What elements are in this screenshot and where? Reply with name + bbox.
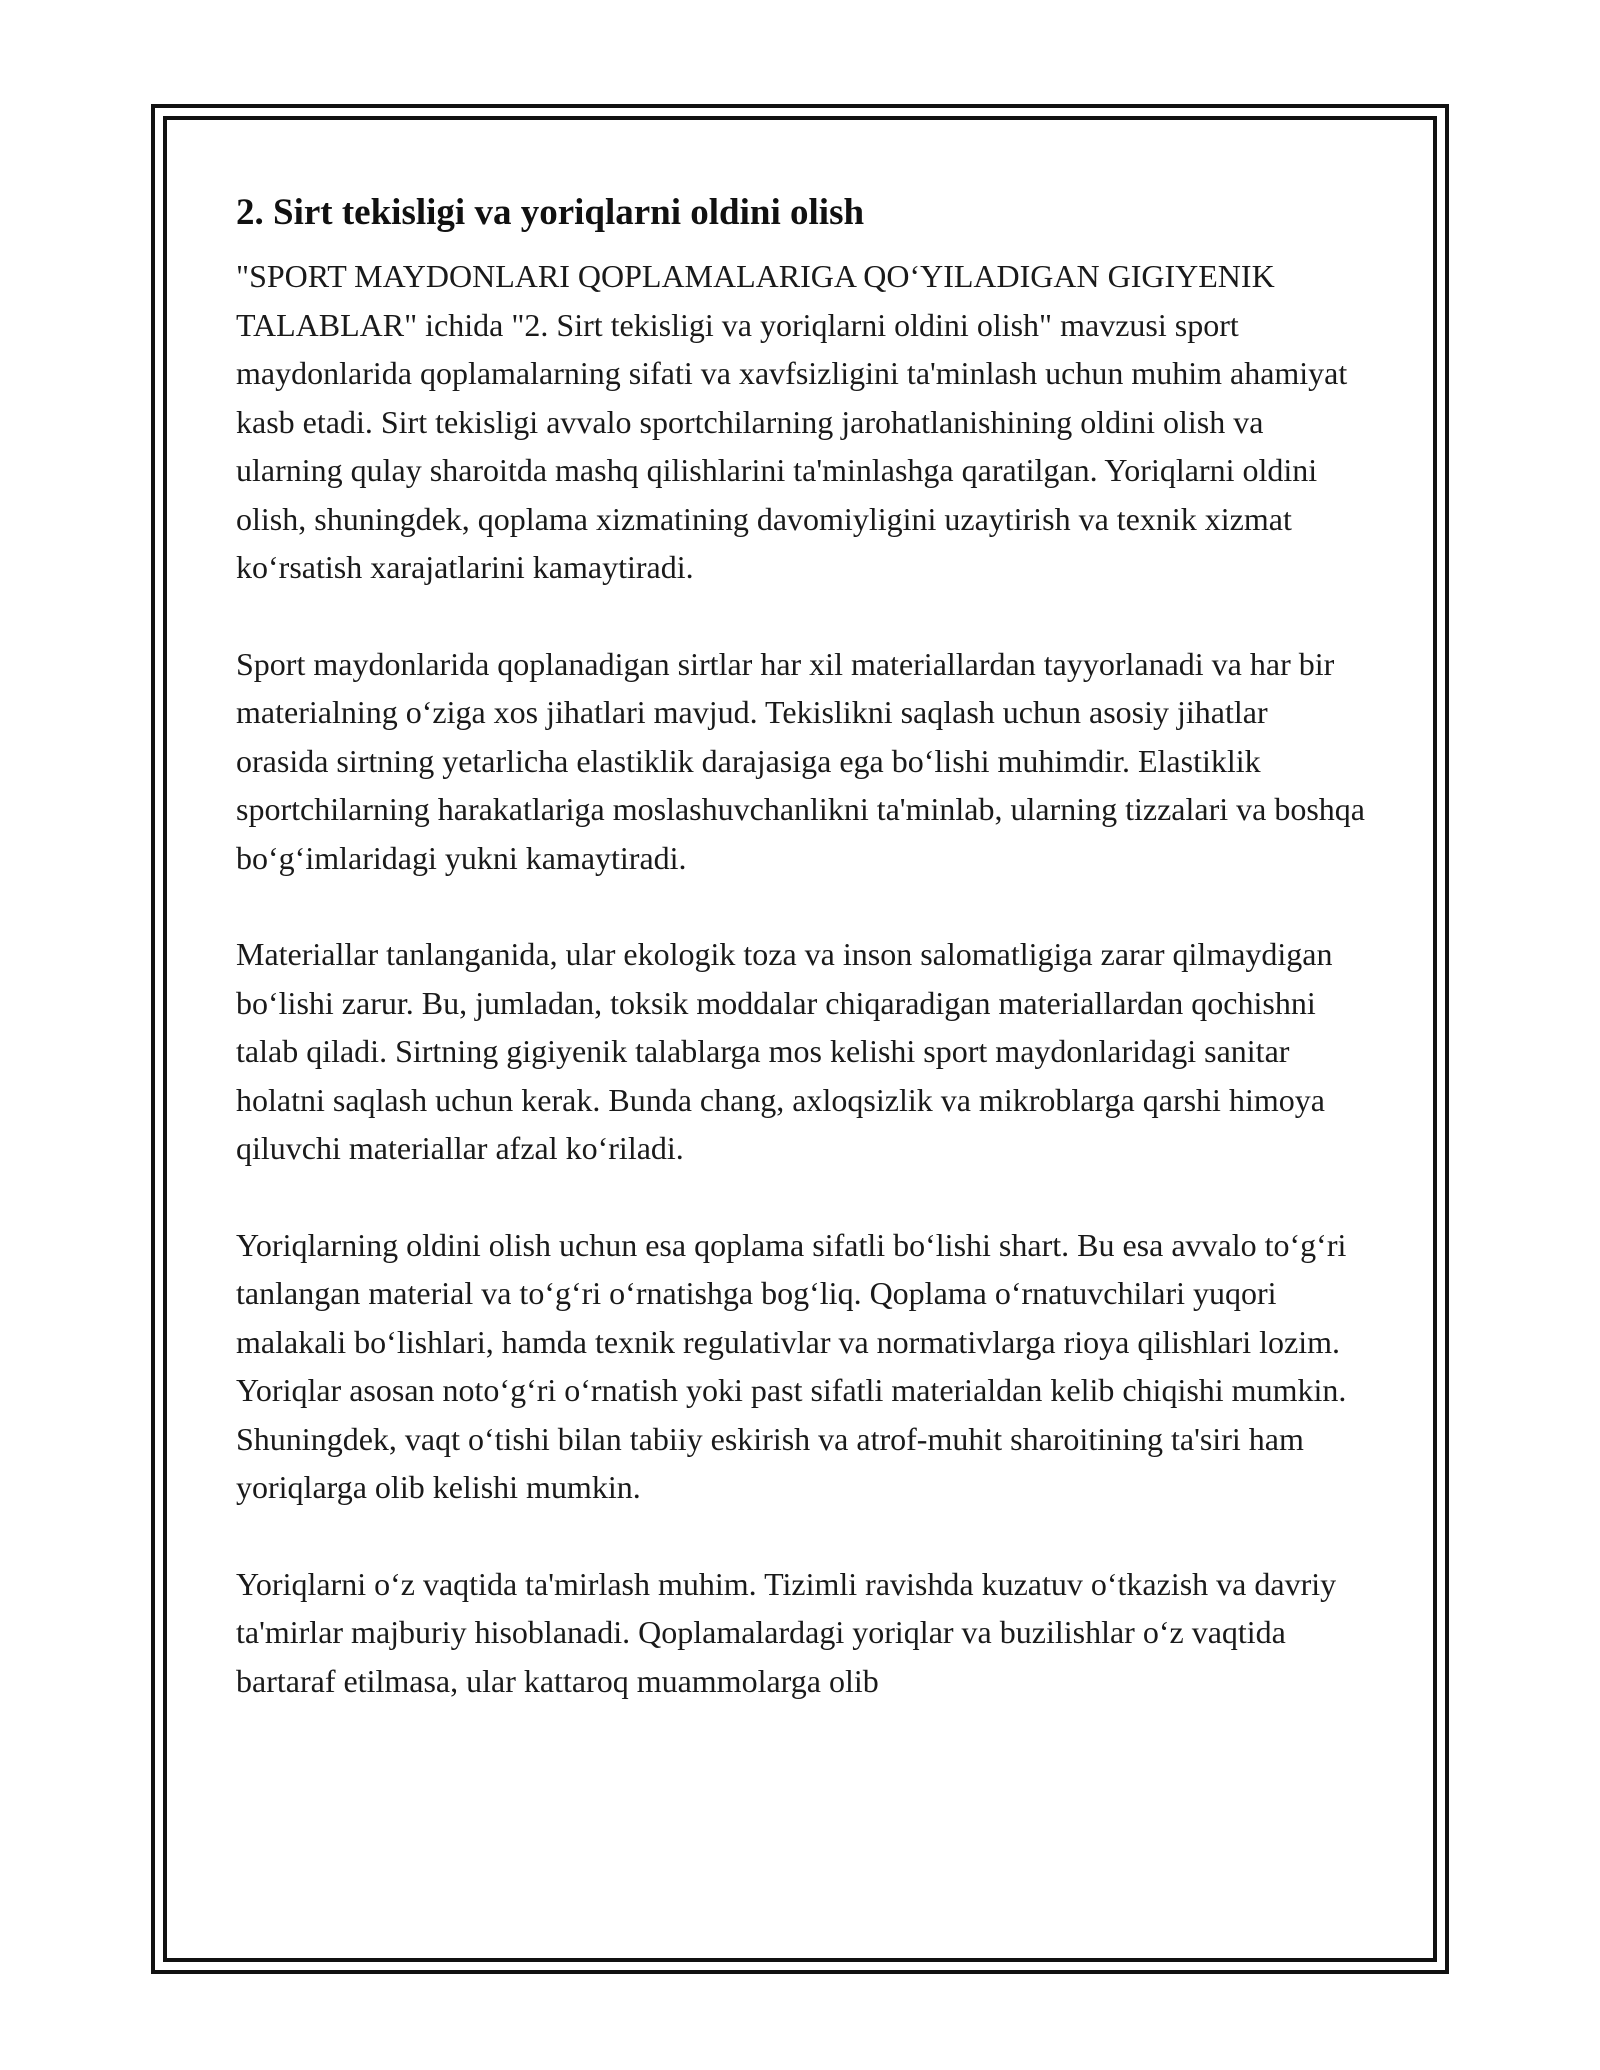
section-title: 2. Sirt tekisligi va yoriqlarni oldini olish [236,192,865,233]
paragraph-1: "SPORT MAYDONLARI QOPLAMALARIGA QOʻYILADIGAN GIGIYENIK TALABLAR" ichida "2. Sirt tekisligi va yoriqlarni oldini olish" mavzusi sport maydonlarida qoplamalarning sifati va xavfsizligini ta'minlash uchun muhim ahamiyat kasb etadi. Sirt tekisligi avvalo sportchilarning jarohatlanishining oldini olish va ularning qulay sharoitda mashq qilishlarini ta'minlashga qaratilgan. Yoriqlarni oldini olish, shuningdek, qoplama xizmatining davomiyligini uzaytirish va texnik xizmat koʻrsatish xarajatlarini kamaytiradi. [236,258,1348,585]
paragraph-4: Yoriqlarning oldini olish uchun esa qoplama sifatli boʻlishi shart. Bu esa avvalo toʻgʻri tanlangan material va toʻgʻri oʻrnatishga bogʻliq. Qoplama oʻrnatuvchilari yuqori malakali boʻlishlari, hamda texnik regulativlar va normativlarga rioya qilishlari lozim. Yoriqlar asosan notoʻgʻri oʻrnatish yoki past sifatli materialdan kelib chiqishi mumkin. Shuningdek, vaqt oʻtishi bilan tabiiy eskirish va atrof-muhit sharoitining ta'siri ham yoriqlarga olib kelishi mumkin. [236,1226,1347,1505]
paragraph-5: Yoriqlarni oʻz vaqtida ta'mirlash muhim. Tizimli ravishda kuzatuv oʻtkazish va davriy ta'mirlar majburiy hisoblanadi. Qoplamalardagi yoriqlar va buzilishlar oʻz vaqtida bartaraf etilmasa, ular kattaroq muammolarga olib [236,1565,1337,1699]
paragraph-3: Materiallar tanlanganida, ular ekologik toza va inson salomatligiga zarar qilmaydigan boʻlishi zarur. Bu, jumladan, toksik moddalar chiqaradigan materiallardan qochishni talab qiladi. Sirtning gigiyenik talablarga mos kelishi sport maydonlaridagi sanitar holatni saqlash uchun kerak. Bunda chang, axloqsizlik va mikroblarga qarshi himoya qiluvchi materiallar afzal koʻriladi. [236,936,1333,1166]
document-body [236,186,1366,1753]
paragraph-2: Sport maydonlarida qoplanadigan sirtlar har xil materiallardan tayyorlanadi va har bir materialning oʻziga xos jihatlari mavjud. Tekislikni saqlash uchun asosiy jihatlar orasida sirtning yetarlicha elastiklik darajasiga ega boʻlishi muhimdir. Elastiklik sportchilarning harakatlariga moslashuvchanlikni ta'minlab, ularning tizzalari va boshqa boʻgʻimlaridagi yukni kamaytiradi. [236,645,1365,876]
